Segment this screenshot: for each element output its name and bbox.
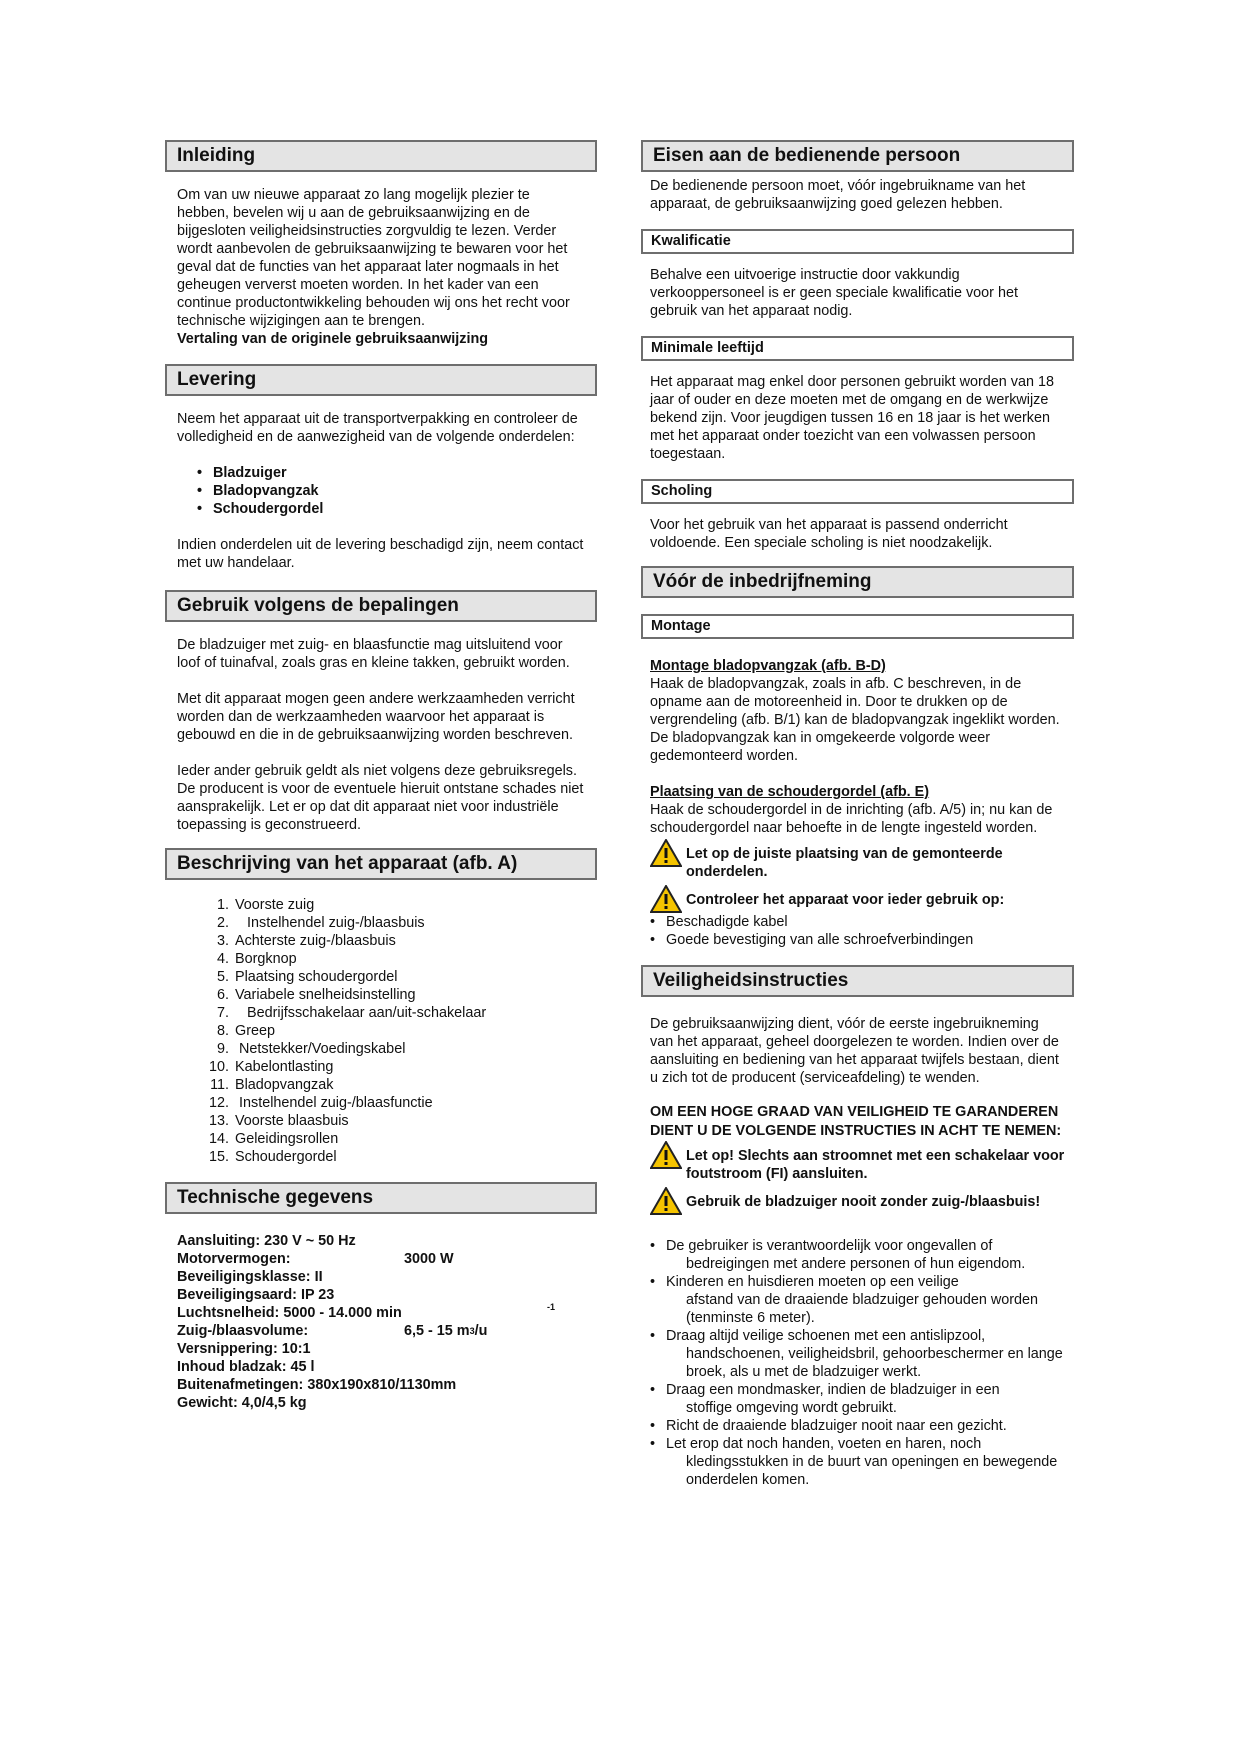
list-item: 2. Instelhendel zuig-/blaasbuis <box>216 915 425 931</box>
checklist <box>650 913 1065 949</box>
inleiding-body <box>165 186 597 348</box>
spec-gewicht: Gewicht: 4,0/4,5 kg <box>177 1395 307 1411</box>
section-heading-inbedrijf: Vóór de inbedrijfneming <box>641 566 1074 598</box>
list-item: 10. Kabelontlasting <box>208 1059 334 1075</box>
warning-controleer: Controleer het apparaat voor ieder gebruik op: <box>650 891 1065 913</box>
inleiding-translation-note: Vertaling van de originele gebruiksaanwijzing <box>177 331 489 347</box>
list-item: 8. Greep <box>216 1023 275 1039</box>
warning-triangle-icon <box>650 885 682 913</box>
right-column <box>641 140 1074 1489</box>
spec-klasse: Beveiligingsklasse: II <box>177 1269 323 1285</box>
beschrijving-body <box>165 896 597 1166</box>
section-heading-eisen: Eisen aan de bedienende persoon <box>641 140 1074 172</box>
inleiding-paragraph: Om van uw nieuwe apparaat zo lang mogelijk plezier te hebben, bevelen wij u aan de gebruiksaanwijzing en de bijgesloten veiligheidsinstructies zorgvuldig te lezen. Verder wordt aanbevolen de gebruiksaanwijzing te bewaren voor het geval dat de functies van het apparaat later nogmaals in het geheugen ververst moeten worden. In het kader van een continue productontwikkeling behouden wij ons het recht voor technische wijzigingen aan te brengen. <box>177 187 570 329</box>
levering-list <box>197 464 585 518</box>
scholing-paragraph: Voor het gebruik van het apparaat is passend onderricht voldoende. Een speciale scholing is niet noodzakelijk. <box>650 517 1008 551</box>
montage-sub-schoudergordel: Plaatsing van de schoudergordel (afb. E) <box>650 784 930 800</box>
list-item: • Goede bevestiging van alle schroefverbindingen <box>650 931 1065 949</box>
safety-list <box>650 1237 1065 1489</box>
list-item: • Draag een mondmasker, indien de bladzuiger in een stoffige omgeving wordt gebruikt. <box>650 1381 1065 1417</box>
list-item: 12. Instelhendel zuig-/blaasfunctie <box>208 1095 433 1111</box>
list-item: 15. Schoudergordel <box>208 1149 337 1165</box>
list-item: • Bladopvangzak <box>197 482 585 500</box>
spec-motor: Motorvermogen: 3000 W <box>177 1251 454 1267</box>
list-item: • De gebruiker is verantwoordelijk voor ongevallen of bedreigingen met andere personen of hun eigendom. <box>650 1237 1065 1273</box>
subheading-scholing: Scholing <box>641 479 1074 504</box>
list-item: 9. Netstekker/Voedingskabel <box>216 1041 406 1057</box>
list-item: 4. Borgknop <box>216 951 297 967</box>
spec-inhoud: Inhoud bladzak: 45 l <box>177 1359 315 1375</box>
warning-fi: Let op! Slechts aan stroomnet met een schakelaar voor foutstroom (FI) aansluiten. <box>650 1147 1065 1183</box>
montage-sub-bladopvangzak: Montage bladopvangzak (afb. B-D) <box>650 658 886 674</box>
section-heading-technisch: Technische gegevens <box>165 1182 597 1214</box>
levering-intro: Neem het apparaat uit de transportverpakking en controleer de volledigheid en de aanwezigheid van de volgende onderdelen: <box>177 411 578 445</box>
warning-triangle-icon <box>650 1141 682 1169</box>
list-item: • Beschadigde kabel <box>650 913 1065 931</box>
list-item: • Bladzuiger <box>197 464 585 482</box>
list-item: • Kinderen en huisdieren moeten op een veilige afstand van de draaiende bladzuiger gehouden worden (tenminste 6 meter). <box>650 1273 1065 1327</box>
levering-outro: Indien onderdelen uit de levering beschadigd zijn, neem contact met uw handelaar. <box>177 537 584 571</box>
list-item: • Let erop dat noch handen, voeten en haren, noch kledingsstukken in de buurt van openingen en bewegende onderdelen komen. <box>650 1435 1065 1489</box>
list-item: 14. Geleidingsrollen <box>208 1131 339 1147</box>
spec-aard: Beveiligingsaard: IP 23 <box>177 1287 335 1303</box>
section-heading-gebruik: Gebruik volgens de bepalingen <box>165 590 597 622</box>
gebruik-paragraph-1: De bladzuiger met zuig- en blaasfunctie mag uitsluitend voor loof of tuinafval, zoals gras en kleine takken, gebruikt worden. <box>177 637 570 671</box>
warning-buis: Gebruik de bladzuiger nooit zonder zuig-/blaasbuis! <box>650 1193 1065 1215</box>
list-item: 3. Achterste zuig-/blaasbuis <box>216 933 396 949</box>
section-heading-veiligheid: Veiligheidsinstructies <box>641 965 1074 997</box>
montage-body <box>641 657 1074 949</box>
montage-paragraph-1: Haak de bladopvangzak, zoals in afb. C beschreven, in de opname aan de motoreenheid in. Door te drukken op de vergrendeling (afb. B/1) kan de bladopvangzak ingeklikt worden. De bladopvangzak kan in omgekeerde volgorde weer gedemonteerd worden. <box>650 676 1060 764</box>
gebruik-paragraph-3: Ieder ander gebruik geldt als niet volgens deze gebruiksregels. De producent is voor de eventuele hieruit ontstane schades niet aansprakelijk. Let er op dat dit apparaat niet voor industriële toepassing is geconstrueerd. <box>177 763 584 833</box>
list-item: • Richt de draaiende bladzuiger nooit naar een gezicht. <box>650 1417 1065 1435</box>
veiligheid-body <box>641 1015 1074 1489</box>
gebruik-body <box>165 636 597 834</box>
subheading-kwalificatie: Kwalificatie <box>641 229 1074 254</box>
section-heading-inleiding: Inleiding <box>165 140 597 172</box>
list-item: 13. Voorste blaasbuis <box>208 1113 349 1129</box>
spec-afmetingen: Buitenafmetingen: 380x190x810/1130mm <box>177 1377 457 1393</box>
list-item: 11. Bladopvangzak <box>210 1077 334 1093</box>
warning-triangle-icon <box>650 1187 682 1215</box>
parts-list <box>207 896 585 1166</box>
spec-versnippering: Versnippering: 10:1 <box>177 1341 311 1357</box>
subheading-montage: Montage <box>641 614 1074 639</box>
warning-triangle-icon <box>650 839 682 867</box>
eisen-paragraph: De bedienende persoon moet, vóór ingebruikname van het apparaat, de gebruiksaanwijzing goed gelezen hebben. <box>650 178 1026 212</box>
subheading-leeftijd: Minimale leeftijd <box>641 336 1074 361</box>
list-item: 1. Voorste zuig <box>216 897 315 913</box>
spec-aansluiting: Aansluiting: 230 V ~ 50 Hz <box>177 1233 356 1249</box>
left-column <box>165 140 597 1412</box>
list-item: 7. Bedrijfsschakelaar aan/uit-schakelaar <box>216 1005 487 1021</box>
list-item: • Draag altijd veilige schoenen met een antislipzool, handschoenen, veiligheidsbril, gehoorbeschermer en lange broek, als u met de bladzuiger werkt. <box>650 1327 1065 1381</box>
veiligheid-caps-notice: OM EEN HOGE GRAAD VAN VEILIGHEID TE GARANDEREN DIENT U DE VOLGENDE INSTRUCTIES IN ACHT TE NEMEN: <box>650 1104 1062 1139</box>
section-heading-beschrijving: Beschrijving van het apparaat (afb. A) <box>165 848 597 880</box>
veiligheid-paragraph: De gebruiksaanwijzing dient, vóór de eerste ingebruikneming van het apparaat, geheel doorgelezen te worden. Indien over de aansluiting en bediening van het apparaat twijfels bestaan, dient u zich tot de producent (serviceafdeling) te wenden. <box>650 1016 1059 1086</box>
spec-lucht: Luchtsnelheid: 5000 - 14.000 min -1 <box>177 1302 556 1321</box>
list-item: 5. Plaatsing schoudergordel <box>216 969 398 985</box>
spec-volume: Zuig-/blaasvolume: 6,5 - 15 $m^3/u$ <box>177 1323 488 1339</box>
warning-plaatsing: Let op de juiste plaatsing van de gemonteerde onderdelen. <box>650 845 1065 881</box>
list-item: • Schoudergordel <box>197 500 585 518</box>
montage-paragraph-2: Haak de schoudergordel in de inrichting (afb. A/5) in; nu kan de schoudergordel naar behoefte in de lengte ingesteld worden. <box>650 802 1053 836</box>
leeftijd-paragraph: Het apparaat mag enkel door personen gebruikt worden van 18 jaar of ouder en deze moeten met de omgang en de werkwijze bekend zijn. Voor jeugdigen tussen 16 en 18 jaar is het werken met het apparaat onder toezicht van een volwassen persoon toegestaan. <box>650 374 1054 462</box>
gebruik-paragraph-2: Met dit apparaat mogen geen andere werkzaamheden verricht worden dan de werkzaamheden waarvoor het apparaat is gebouwd en die in de gebruiksaanwijzing worden beschreven. <box>177 691 575 743</box>
tech-specs <box>165 1232 597 1412</box>
kwalificatie-paragraph: Behalve een uitvoerige instructie door vakkundig verkooppersoneel is er geen speciale kwalificatie voor het gebruik van het apparaat nodig. <box>650 267 1018 319</box>
list-item: 6. Variabele snelheidsinstelling <box>216 987 416 1003</box>
levering-body <box>165 410 597 572</box>
section-heading-levering: Levering <box>165 364 597 396</box>
